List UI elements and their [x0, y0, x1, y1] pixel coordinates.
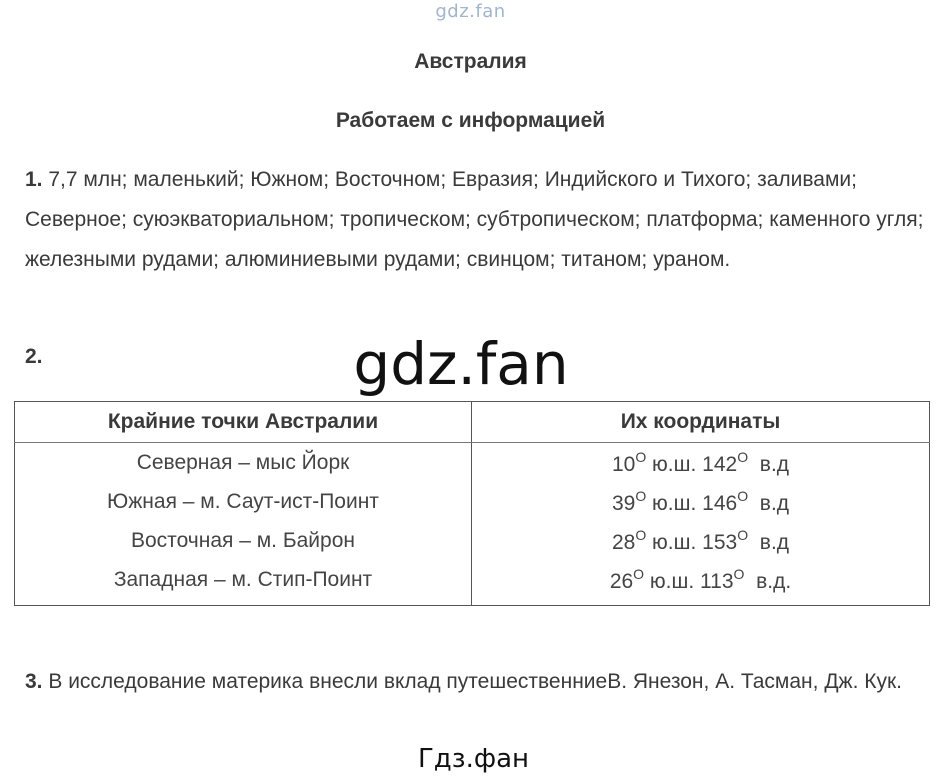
degree-mark: O [635, 526, 647, 543]
header-points: Крайние точки Австралии [15, 402, 472, 443]
page-subtitle: Работаем с информацией [335, 109, 606, 132]
table-header-row [15, 402, 930, 443]
longitude-value: 142 [702, 452, 738, 476]
point-name: Восточная – м. Байрон [15, 521, 472, 560]
degree-mark: O [737, 448, 749, 465]
degree-mark: O [633, 565, 645, 582]
table-row [15, 443, 930, 483]
point-coordinates [472, 521, 930, 560]
point-coordinates [472, 443, 930, 483]
point-name: Западная – м. Стип-Поинт [15, 560, 472, 606]
degree-mark: O [737, 487, 749, 504]
watermark-middle: gdz.fan [353, 330, 569, 398]
degree-mark: O [733, 565, 745, 582]
task-1 [25, 160, 930, 280]
point-coordinates [472, 560, 930, 606]
latitude-suffix: ю.ш. [652, 530, 697, 554]
degree-mark: O [635, 448, 647, 465]
page-title: Австралия [414, 50, 527, 73]
longitude-suffix: в.д [759, 530, 790, 554]
point-name: Южная – м. Саут-ист-Поинт [15, 482, 472, 521]
task-1-number: 1. [25, 168, 43, 191]
watermark-top: gdz.fan [435, 1, 506, 22]
longitude-suffix: в.д. [756, 569, 792, 593]
extreme-points-table [14, 401, 930, 606]
latitude-value: 26 [609, 569, 634, 593]
task-3-number: 3. [25, 670, 43, 693]
longitude-value: 153 [702, 530, 738, 554]
task-3-text: В исследование материка внесли вклад путешественниеВ. Янезон, А. Тасман, Дж. Кук. [48, 670, 903, 693]
point-name: Северная – мыс Йорк [15, 443, 472, 483]
longitude-value: 146 [702, 491, 738, 515]
latitude-suffix: ю.ш. [652, 491, 697, 515]
degree-mark: O [635, 487, 647, 504]
task-1-text: 7,7 млн; маленький; Южном; Восточном; Евразия; Индийского и Тихого; заливами; Северное; суюэкваториальном; тропическом; субтропическом; платформа; каменного угля; железными рудами; алюминиевыми рудами; свинцом; титаном; ураном. [25, 168, 924, 271]
table-row [15, 521, 930, 560]
latitude-suffix: ю.ш. [649, 569, 695, 593]
latitude-value: 10 [611, 452, 636, 476]
task-2-number: 2. [25, 345, 43, 368]
longitude-suffix: в.д [759, 491, 790, 515]
latitude-value: 39 [611, 491, 636, 515]
header-coordinates: Их координаты [472, 402, 930, 443]
longitude-value: 113 [700, 569, 734, 593]
watermark-bottom: Гдз.фан [417, 744, 530, 774]
longitude-suffix: в.д [759, 452, 790, 476]
latitude-suffix: ю.ш. [652, 452, 697, 476]
table-row [15, 482, 930, 521]
point-coordinates [472, 482, 930, 521]
task-3 [25, 662, 930, 702]
table-row [15, 560, 930, 606]
degree-mark: O [737, 526, 749, 543]
latitude-value: 28 [611, 530, 636, 554]
